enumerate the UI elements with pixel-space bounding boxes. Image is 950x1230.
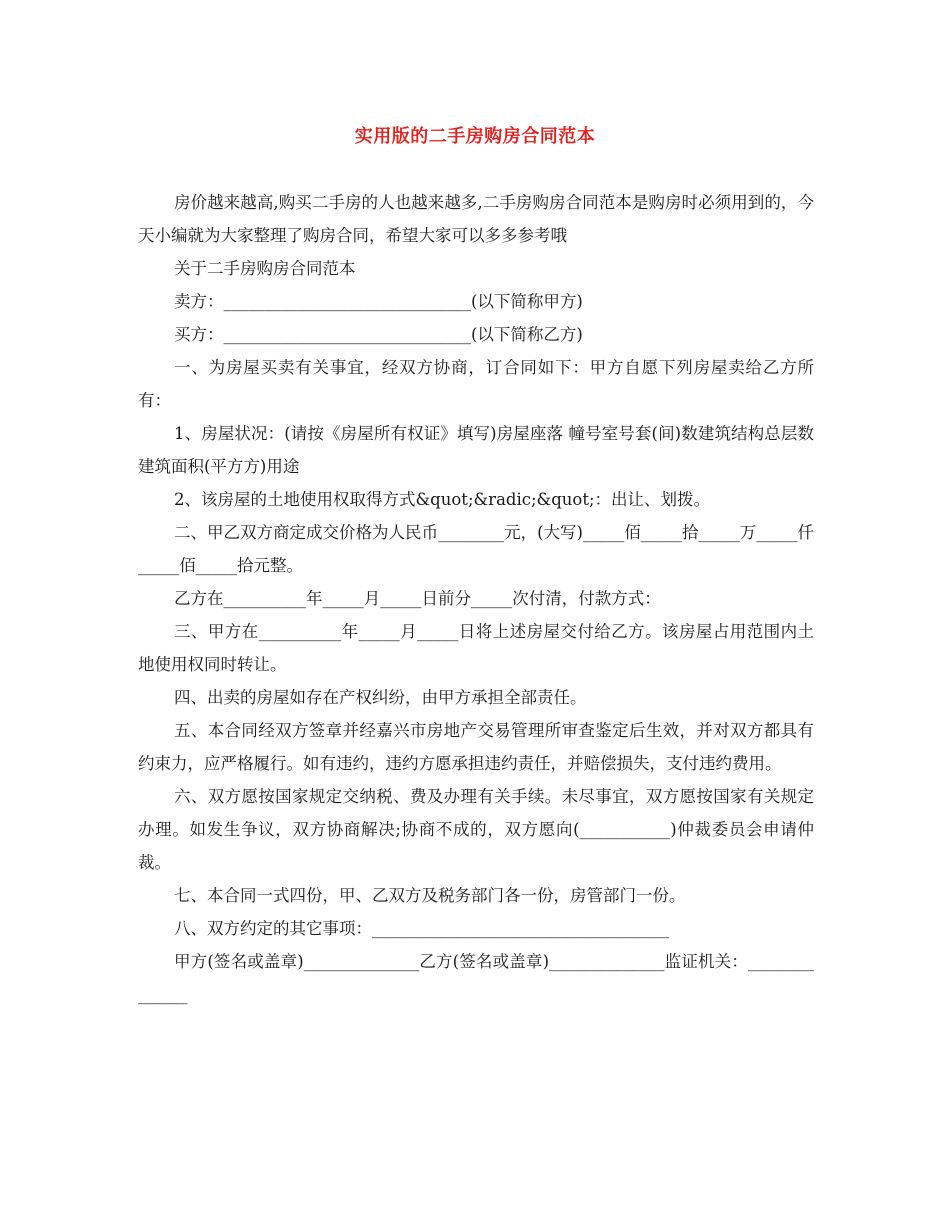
signature-line: 甲方(签名或盖章)______________乙方(签名或盖章)______________监证机关：______________: [138, 952, 814, 1004]
payment-line: 乙方在__________年_____月_____日前分_____次付清，付款方式：: [174, 589, 661, 608]
clause-5: 五、本合同经双方签章并经嘉兴市房地产交易管理所审查鉴定后生效，并对双方都具有约束力，应严格履行。如有违约，违约方愿承担违约责任，并赔偿损失，支付违约费用。: [138, 721, 814, 773]
clause-6: 六、双方愿按国家规定交纳税、费及办理有关手续。未尽事宜，双方愿按国家有关规定办理。如发生争议，双方协商解决;协商不成的，双方愿向(___________)仲裁委员会申请仲裁。: [138, 787, 814, 872]
clause-1: 一、为房屋买卖有关事宜，经双方协商，订合同如下：甲方自愿下列房屋卖给乙方所有：: [138, 358, 814, 410]
clause-3: 三、甲方在__________年_____月_____日将上述房屋交付给乙方。该房屋占用范围内土地使用权同时转让。: [138, 622, 814, 674]
clause-8: 八、双方约定的其它事项：____________________________________: [174, 919, 669, 938]
clause-1-item-2: 2、该房屋的土地使用权取得方式&quot;&radic;&quot;：出让、划拨。: [174, 490, 711, 509]
clause-1-item-1: 1、房屋状况：(请按《房屋所有权证》填写)房屋座落 幢号室号套(间)数建筑结构总层数建筑面积(平方方)用途: [138, 424, 814, 476]
seller-line: 卖方：______________________________(以下简称甲方): [174, 292, 583, 311]
clause-4: 四、出卖的房屋如存在产权纠纷，由甲方承担全部责任。: [174, 688, 587, 707]
section-heading: 关于二手房购房合同范本: [174, 259, 356, 278]
buyer-line: 买方：______________________________(以下简称乙方): [174, 325, 583, 344]
intro-paragraph: 房价越来越高,购买二手房的人也越来越多,二手房购房合同范本是购房时必须用到的，今天小编就为大家整理了购房合同，希望大家可以多多参考哦: [138, 193, 814, 245]
clause-2: 二、甲乙双方商定成交价格为人民币________元，(大写)_____佰_____拾_____万_____仟_____佰_____拾元整。: [138, 523, 814, 575]
clause-7: 七、本合同一式四份，甲、乙双方及税务部门各一份，房管部门一份。: [174, 886, 686, 905]
document-title: 实用版的二手房购房合同范本: [354, 126, 596, 147]
document-body: [138, 186, 814, 1011]
